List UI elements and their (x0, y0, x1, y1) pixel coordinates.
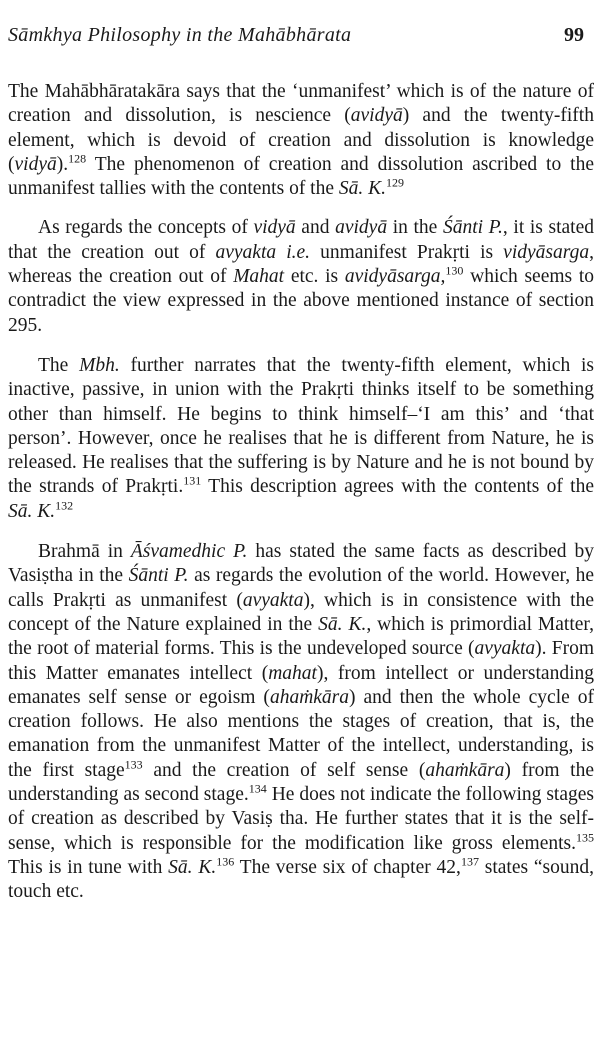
italic-term: avyakta (474, 638, 536, 660)
page-body (8, 80, 594, 905)
text-run: and (295, 217, 336, 239)
footnote-ref: 130 (445, 263, 464, 278)
footnote-ref: 131 (183, 473, 202, 488)
italic-term: Mbh. (79, 354, 120, 376)
italic-term: vidyā (253, 217, 296, 239)
paragraph-3 (8, 354, 594, 524)
text-run: ) and then the whole cycle of creation follows. He also mentions the stages of creation, that is, the emanation from the unmanifest Matter of the intellect, understanding, is the first stage (8, 686, 594, 781)
text-run: The (38, 354, 80, 376)
running-title: Sāmkhya Philosophy in the Mahābhārata (8, 24, 352, 46)
text-run: Brahmā in (38, 541, 131, 563)
footnote-ref: 129 (386, 175, 405, 190)
text-run: ), from intellect or understanding emanates self sense or egoism ( (8, 662, 594, 708)
italic-term: ahaṁkāra (269, 686, 350, 708)
text-run: which seems to contradict the view expressed in the above mentioned instance of section 295. (8, 266, 594, 336)
text-run: ). (56, 153, 69, 175)
page-number: 99 (564, 24, 584, 46)
text-run: in the (387, 217, 443, 239)
italic-term: Sā. K. (318, 613, 367, 635)
text-run: The verse six of chapter 42, (234, 856, 461, 878)
italic-term: avidyāsarga, (344, 266, 446, 288)
italic-term: vidyā (14, 153, 57, 175)
italic-term: Mahat (233, 266, 285, 288)
footnote-ref: 133 (124, 757, 143, 772)
footnote-ref: 134 (248, 781, 267, 796)
text-run: etc. is (284, 266, 345, 288)
text-run: further narrates that the twenty-fifth element, which is inactive, passive, in union with the Prakṛti thinks itself to be something other than himself. He begins to think himself–‘I am this’ and ‘that person’. However, once he realises that he is different from Nature, he is released. He realises that the suffering is by Nature and he is not bound by the strands of Prakṛti. (8, 354, 594, 498)
paragraph-2 (8, 216, 594, 337)
italic-term: mahat (268, 662, 317, 684)
text-run: has stated the same facts as described by Vasiṣtha in the (8, 541, 594, 587)
italic-term: Śānti P. (128, 565, 189, 587)
text-run: This is in tune with (8, 856, 169, 878)
italic-term: vidyāsarga (503, 241, 590, 263)
italic-term: avidyā (335, 217, 388, 239)
italic-term: Āśvamedhic P. (130, 541, 248, 563)
italic-term: avyakta (242, 589, 304, 611)
text-run: states “sound, touch etc. (8, 856, 594, 903)
paragraph-4 (8, 540, 594, 904)
italic-term: avyakta i.e. (215, 241, 311, 263)
footnote-ref: 132 (55, 498, 74, 513)
text-run: ). From this Matter emanates intellect ( (8, 638, 595, 684)
text-run: ) and the twenty-fifth element, which is devoid of creation and dissolution is knowledge ( (8, 105, 594, 175)
text-run: He does not indicate the following stages of creation as described by Vasiṣ tha. He further states that it is the self-sense, which is responsible for the modification like gross elements. (8, 784, 594, 854)
text-run: , whereas the creation out of (8, 241, 594, 288)
page-header (8, 24, 594, 54)
text-run: The Mahābhāratakāra says that the ‘unmanifest’ which is of the nature of creation and dissolution, is nescience ( (8, 81, 594, 127)
paragraph-1 (8, 80, 594, 201)
text-run: unmanifest Prakṛti is (310, 241, 504, 263)
text-run: As regards the concepts of (38, 217, 254, 239)
text-run: This description agrees with the contents of the (201, 476, 594, 498)
footnote-ref: 128 (68, 151, 87, 166)
footnote-ref: 137 (460, 854, 479, 869)
text-run: as regards the evolution of the world. However, he calls Prakṛti as unmanifest ( (8, 565, 595, 611)
text-run: , which is primordial Matter, the root of material forms. This is the undeveloped source ( (8, 613, 595, 660)
italic-term: avidyā (350, 105, 403, 127)
text-run: and the creation of self sense ( (142, 759, 426, 781)
text-run: , it is stated that the creation out of (8, 217, 594, 263)
text-run: ) from the understanding as second stage. (8, 759, 594, 806)
italic-term: Sā. K. (8, 500, 56, 522)
text-run: The phenomenon of creation and dissolution ascribed to the unmanifest tallies with the contents of the (8, 153, 594, 200)
footnote-ref: 135 (576, 830, 594, 845)
italic-term: Sā. K. (168, 856, 217, 878)
italic-term: Śānti P. (442, 217, 503, 239)
footnote-ref: 136 (216, 854, 235, 869)
italic-term: ahaṁkāra (425, 759, 505, 781)
italic-term: Sā. K. (338, 178, 387, 200)
text-run: ), which is in consistence with the concept of the Nature explained in the (8, 589, 594, 635)
